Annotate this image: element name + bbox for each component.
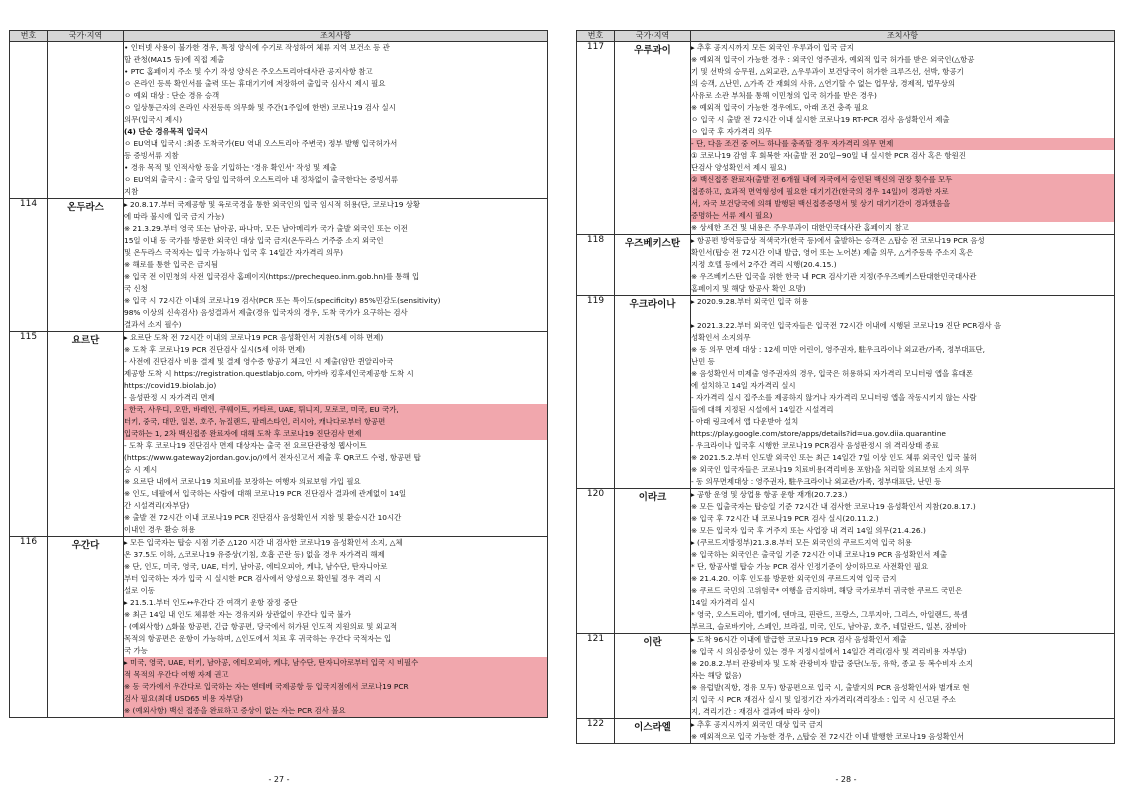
measure-line: 승 시 제시 — [124, 465, 158, 474]
measure-line: 설로 이동 — [124, 586, 155, 595]
measure-line: ※ 음성확인서 미제출 영주권자의 경우, 입국은 허용하되 자가격리 모니터링 앱을 휴대폰 — [691, 369, 973, 378]
measure-line: 부르크, 슬로바키아, 스페인, 브라질, 미국, 인도, 남아공, 호주, 네덜란드, 일본, 잠비아 — [691, 622, 967, 631]
measure-line: * 영국, 오스트리아, 벨기에, 덴마크, 핀란드, 프랑스, 그루지아, 그리스, 아일랜드, 룩셈 — [691, 610, 968, 619]
measure-line: 할 관청(MA15 등)에 직접 제출 — [124, 55, 225, 64]
measure-line: ※ 외국인 입국자들은 코로나19 치료비용(격리비용 포함)을 처리할 의료보험 소지 의무 — [691, 465, 970, 474]
table-row — [10, 537, 548, 718]
measure-line: ▸ (쿠르드지방정부)21.3.8.부터 모든 외국인의 쿠르드지역 입국 허용 — [691, 538, 912, 547]
row-number: 119 — [577, 296, 615, 489]
measure-line: - 단, 다음 조건 중 어느 하나를 충족할 경우 자가격리 의무 면제 — [691, 138, 1114, 150]
measure-line: - 동 의무면제대상 : 영주권자, 駐우크라이나 외교관/가족, 정부대표단, 난민 등 — [691, 477, 942, 486]
measure-line: - 사전에 진단검사 비용 결제 및 결제 영수증 항공기 체크인 시 제출(암만 퀸알리아국 — [124, 357, 394, 366]
measure-line: 들에 대해 지정된 시설에서 14일간 시설격리 — [691, 405, 834, 414]
header-country: 국가·지역 — [48, 31, 124, 42]
measure-line: 홈페이지 및 해당 항공사 확인 요망) — [691, 284, 806, 293]
measure-line: 국 신청 — [124, 284, 148, 293]
measure-line: - 자가격리 실시 집주소를 제공하지 않거나 자가격리 모니터링 앱을 작동시키지 않는 사람 — [691, 393, 977, 402]
row-number: 116 — [10, 537, 48, 718]
measure-line: ※ (예외사항) 백신 접종을 완료하고 증상이 없는 자는 PCR 검사 불요 — [124, 705, 547, 717]
right-measures-table — [576, 30, 1115, 744]
measure-line: - 우크라이나 입국후 시행한 코로나19 PCR검사 음성판정시 위 격리상태 종료 — [691, 441, 939, 450]
row-number: 118 — [577, 235, 615, 296]
measure-line: 간 시설격리(자부담) — [124, 501, 190, 510]
measure-line: ※ 유럽발(직항, 경유 모두) 항공편으로 입국 시, 출발지의 PCR 음성확인서와 별개로 현 — [691, 683, 970, 692]
measure-line: 기 및 선박의 승무원, △외교관, △우루과이 보건당국이 허가한 크루즈선, 선박, 항공기 — [691, 67, 964, 76]
measure-line: ※ 입국 후 72시간 내 코로나19 PCR 검사 실시(20.11.2.) — [691, 514, 879, 523]
measure-line: 14일 자가격리 실시 — [691, 598, 756, 607]
table-row — [577, 634, 1115, 719]
table-row — [577, 296, 1115, 489]
measure-line: 의 승객, △난민, △가족 간 재회의 사유, △연기할 수 없는 업무상, 경제적, 법무상의 — [691, 79, 956, 88]
measure-line: ※ 인도, 네팔에서 입국하는 사람에 대해 코로나19 PCR 진단검사 결과에 관계없이 14일 — [124, 489, 407, 498]
measure-line: ※ 도착 후 코로나19 PCR 진단검사 실시(5세 이하 면제) — [124, 345, 305, 354]
measures-cell — [124, 199, 548, 332]
measure-line: - 음성판정 시 자가격리 면제 — [124, 393, 215, 402]
measure-line: ※ 상세한 조건 및 내용은 주우루과이 대한민국대사관 홈페이지 참고 — [691, 223, 909, 232]
measure-line: 15일 이내 동 국가를 방문한 외국인 대상 입국 금지(온두라스 거주증 소지 외국인 — [124, 236, 384, 245]
measure-line: ※ 출발 전 72시간 이내 코로나19 PCR 진단검사 음성확인서 지참 및 환승시간 10시간 — [124, 513, 402, 522]
measure-line: ※ 예외적 입국이 가능한 경우 : 외국인 영주권자, 예외적 입국 허가를 받은 외국인(△항공 — [691, 55, 975, 64]
left-measures-table — [9, 30, 548, 718]
measure-line: ※ 예외적으로 입국 가능한 경우, △탑승 전 72시간 이내 발행한 코로나19 음성확인서 — [691, 732, 965, 741]
measure-line: • 인터넷 사용이 불가한 경우, 특정 양식에 수기로 작성하여 체류 지역 보건소 등 관 — [124, 43, 390, 52]
measure-line: ㅇ 예외 대상 : 단순 경유 승객 — [124, 91, 220, 100]
measure-line: * 단, 항공사별 탑승 가능 PCR 검사 인정기준이 상이하므로 사전확인 필요 — [691, 562, 929, 571]
right-table-header — [577, 31, 1115, 42]
measure-line: 및 온두라스 국적자는 입국 가능하나 입국 후 14일간 자가격리 의무) — [124, 248, 344, 257]
right-page-number: - 28 - — [835, 775, 857, 784]
country-name: 우루과이 — [615, 42, 691, 235]
measure-line: ※ 단, 인도, 미국, 영국, UAE, 터키, 남아공, 에티오피아, 케냐, 남수단, 탄자니아로 — [124, 562, 388, 571]
measure-line: ▸ 21.5.1.부터 인도↔우간다 간 여객기 운항 잠정 중단 — [124, 598, 298, 607]
measure-line: - 아래 링크에서 앱 다운받아 설치 — [691, 417, 799, 426]
measure-line: ※ 동 국가에서 우간다로 입국하는 자는 엔테베 국제공항 등 입국지점에서 코로나19 PCR — [124, 681, 547, 693]
left-table-header — [10, 31, 548, 42]
measure-line: 의무(입국시 제시) — [124, 115, 183, 124]
measures-cell — [124, 332, 548, 537]
table-row — [10, 199, 548, 332]
measure-line: 에 설치하고 14일 자가격리 실시 — [691, 381, 796, 390]
left-page-number: - 27 - — [268, 775, 290, 784]
measure-line: ▸ 공항 운영 및 상업용 항공 운항 재개(20.7.23.) — [691, 490, 848, 499]
country-name: 우간다 — [48, 537, 124, 718]
measure-line: https://play.google.com/store/apps/details?id=ua.gov.diia.quarantine — [691, 429, 946, 438]
measure-line: - (예외사항) △화물 항공편, 긴급 항공편, 당국에서 허가된 인도적 지원의료 및 외교적 — [124, 622, 398, 631]
right-page — [576, 30, 1115, 744]
measure-line: 목적의 항공편은 운항이 가능하며, △인도에서 치료 후 귀국하는 우간다 국적자는 입 — [124, 634, 392, 643]
measure-line: 결과서 소지 필수) — [124, 320, 182, 329]
measures-cell — [691, 296, 1115, 489]
measure-line: ② 백신접종 완료자(출발 전 6개월 내에 자국에서 승인된 백신의 권장 횟수를 모두 — [691, 174, 1114, 186]
measure-line: ㅇ 입국 시 출발 전 72시간 이내 실시한 코로나19 RT-PCR 검사 음성확인서 제출 — [691, 115, 950, 124]
measure-line: 지정 호텔 등에서 2주간 격리 시행(20.4.15.) — [691, 260, 837, 269]
measure-line: 성확인서 소지의무 — [691, 333, 751, 342]
row-number: 117 — [577, 42, 615, 235]
measure-line: ▸ 2021.3.22.부터 외국인 입국자들은 입국전 72시간 이내에 시행된 코로나19 진단 PCR검사 음 — [691, 321, 1002, 330]
table-row — [10, 332, 548, 537]
measure-line: 등 증빙서류 지참 — [124, 151, 179, 160]
measure-line: ▸ 항공편 방역등급상 적색국가(한국 등)에서 출발하는 승객은 △탑승 전 코로나19 PCR 음성 — [691, 236, 985, 245]
row-number: 120 — [577, 489, 615, 634]
measure-line: ※ 모든 입출국자는 탑승일 기준 72시간 내 검사한 코로나19 음성확인서 지참(20.8.17.) — [691, 502, 976, 511]
header-measures: 조치사항 — [691, 31, 1115, 42]
measure-line: ※ 동 의무 면제 대상 : 12세 미만 어린이, 영주권자, 駐우크라이나 외교관/가족, 정부대표단, — [691, 345, 986, 354]
measure-line: • PTC 홈페이지 주소 및 수기 작성 양식은 주오스트리아대사관 공지사항 참고 — [124, 67, 373, 76]
measure-line: ㅇ EU역내 입국시 :최종 도착국가(EU 역내 오스트리아 주변국) 정부 발행 입국허가서 — [124, 139, 398, 148]
country-name — [48, 42, 124, 199]
measure-line: 자는 해당 없음) — [691, 671, 742, 680]
measure-line: ▸ 미국, 영국, UAE, 터키, 남아공, 에티오피아, 케냐, 남수단, 탄자니아로부터 입국 시 비필수 — [124, 657, 547, 669]
measure-line: ① 코로나19 감염 후 회복한 자(출발 전 20일~90일 내 실시한 PCR 검사 혹은 항원진 — [691, 151, 966, 160]
measures-cell — [691, 719, 1115, 744]
measure-line: 사유로 소관 부처를 통해 이민청의 입국 허가를 받은 경우) — [691, 91, 877, 100]
measure-line: - 한국, 사우디, 오만, 바레인, 쿠웨이트, 카타르, UAE, 튀니지, 모로코, 미국, EU 국가, — [124, 404, 547, 416]
measures-cell — [691, 42, 1115, 235]
measure-line: ※ 요르단 내에서 코로나19 치료비를 보장하는 여행자 의료보험 가입 필요 — [124, 477, 361, 486]
measure-line: (4) 단순 경유목적 입국시 — [124, 127, 208, 136]
measure-line: ※ 해로를 통한 입국은 금지됨 — [124, 260, 219, 269]
measure-line: ㅇ EU역외 출국시 : 출국 당일 입국하여 오스트리아 내 정차없이 출국한다는 증빙서류 — [124, 175, 399, 184]
table-row — [10, 42, 548, 199]
row-number: 115 — [10, 332, 48, 537]
measure-line: ※ 우즈베키스탄 입국을 위한 한국 내 PCR 검사기관 지정(주우즈베키스탄대한민국대사관 — [691, 272, 977, 281]
measures-cell — [124, 537, 548, 718]
measure-line: 접종하고, 효과적 면역형성에 필요한 대기기간(한국의 경우 14일)이 경과한 자로 — [691, 186, 1114, 198]
measure-line: ※ 21.4.20. 이후 인도를 방문한 외국인의 쿠르드지역 입국 금지 — [691, 574, 897, 583]
country-name: 이스라엘 — [615, 719, 691, 744]
table-row — [577, 235, 1115, 296]
measure-line: - 도착 후 코로나19 진단검사 면제 대상자는 출국 전 요르단관광청 웹사이트 — [124, 441, 367, 450]
measure-line: ※ 쿠르드 국민의 고위험국* 여행을 금지하며, 해당 국가로부터 귀국한 쿠르드 국민은 — [691, 586, 963, 595]
measure-line: 터키, 중국, 대만, 일본, 호주, 뉴질랜드, 팔레스타인, 러시아, 캐나다로부터 항공편 — [124, 416, 547, 428]
measure-line: 에 따라 불시에 입국 금지 가능) — [124, 212, 225, 221]
measure-line: 이내인 경우 환승 허용 — [124, 525, 196, 534]
measure-line: ▸ 2020.9.28.부터 외국인 입국 허용 — [691, 297, 809, 306]
measure-line: 적 목적의 우간다 여행 자제 권고 — [124, 669, 547, 681]
measure-line: 온 37.5도 이하, △코로나19 유증상(기침, 호흡 곤란 등) 없을 경우 자가격리 해제 — [124, 550, 385, 559]
measure-line: ㅇ 입국 후 자가격리 의무 — [691, 127, 772, 136]
measure-line: ▸ 도착 96시간 이내에 발급한 코로나19 PCR 검사 음성확인서 제출 — [691, 635, 907, 644]
header-num: 번호 — [10, 31, 48, 42]
measure-line: 98% 이상의 신속검사) 음성결과서 제출(경유 입국자의 경우, 도착 국가가 요구하는 검사 — [124, 308, 408, 317]
measure-line: ※ 입국 전 이민청의 사전 입국검사 홈페이지(https://prechequeo.inm.gob.hn)를 통해 입 — [124, 272, 420, 281]
row-number: 114 — [10, 199, 48, 332]
measure-line: ※ 최근 14일 내 인도 체류한 자는 경유지와 상관없이 우간다 입국 불가 — [124, 610, 352, 619]
table-row — [577, 489, 1115, 634]
measure-line: 부터 입국하는 자가 입국 시 실시한 PCR 검사에서 양성으로 확인될 경우 격리 시 — [124, 574, 382, 583]
country-name: 우즈베키스탄 — [615, 235, 691, 296]
measure-line: ▸ 요르단 도착 전 72시간 이내의 코로나19 PCR 음성확인서 지참(5세 이하 면제) — [124, 333, 384, 342]
measure-line — [691, 308, 1114, 320]
header-num: 번호 — [577, 31, 615, 42]
measure-line: 국 가능 — [124, 646, 148, 655]
measure-line: ㅇ 온라인 등록 확인서를 출력 또는 휴대기기에 저장하여 출입국 심사시 제시 필요 — [124, 79, 386, 88]
measure-line: ㅇ 일상통근자의 온라인 사전등록 의무화 및 주간(1주일에 한번) 코로나19 검사 실시 — [124, 103, 396, 112]
measure-line: ※ 모든 입국자 입국 후 거주지 또는 사업장 내 격리 14일 의무(21.4.26.) — [691, 526, 926, 535]
measure-line: ▸ 20.8.17.부터 국제공항 및 육로국경을 통한 외국인의 입국 임시적 허용(단, 코로나19 상황 — [124, 200, 421, 209]
header-measures: 조치사항 — [124, 31, 548, 42]
measure-line: ※ 입국하는 외국인은 출국일 기준 72시간 이내 코로나19 PCR 음성확인서 제출 — [691, 550, 948, 559]
measure-line: ▸ 모든 입국자는 탑승 시점 기준 △120 시간 내 검사한 코로나19 음성확인서 소지, △체 — [124, 538, 403, 547]
measure-line: 확인서(탑승 전 72시간 이내 발급, 영어 또는 노어본) 제출 의무, △거주등록 주소지 혹은 — [691, 248, 974, 257]
measures-cell — [691, 235, 1115, 296]
row-number: 122 — [577, 719, 615, 744]
measure-line: ※ 예외적 입국이 가능한 경우에도, 아래 조건 충족 필요 — [691, 103, 869, 112]
measure-line: ※ 2021.5.2.부터 인도발 외국인 또는 최근 14일간 7일 이상 인도 체류 외국인 입국 불허 — [691, 453, 978, 462]
row-number: 121 — [577, 634, 615, 719]
measure-line: 증명하는 서류 제시 필요) — [691, 210, 1114, 222]
country-name: 요르단 — [48, 332, 124, 537]
measure-line: ※ 입국 시 의심증상이 있는 경우 지정시설에서 14일간 격리(검사 및 격리비용 자부담) — [691, 647, 967, 656]
country-name: 온두라스 — [48, 199, 124, 332]
measures-cell — [124, 42, 548, 199]
measure-line: ▸ 추후 공지시까지 외국인 대상 입국 금지 — [691, 720, 824, 729]
measure-line: 지 입국 시 PCR 재검사 실시 및 일정기간 자가격리(격리장소 : 입국 시 신고된 주소 — [691, 695, 956, 704]
row-number — [10, 42, 48, 199]
measure-line: • 경유 목적 및 인적사항 등을 기입하는 '경유 확인서' 작성 및 제출 — [124, 163, 337, 172]
measure-line: 서, 자국 보건당국에 의해 발행된 백신접종증명서 및 상기 대기기간이 경과했음을 — [691, 198, 1114, 210]
measure-line: ▸ 추후 공지시까지 모든 외국인 우루과이 입국 금지 — [691, 43, 854, 52]
measure-line: 난민 등 — [691, 357, 715, 366]
table-row — [577, 42, 1115, 235]
measure-line: ※ 입국 시 72시간 이내의 코로나19 검사(PCR 또는 특이도(specificity) 85%민감도(sensitivity) — [124, 296, 441, 305]
measures-cell — [691, 489, 1115, 634]
measure-line: 단검사 양성확인서 제시 필요) — [691, 163, 787, 172]
country-name: 이란 — [615, 634, 691, 719]
table-row — [577, 719, 1115, 744]
measure-line: 지참 — [124, 187, 139, 196]
measure-line: 지, 격리기간 : 재검사 결과에 따라 상이) — [691, 707, 820, 716]
measure-line: ※ 21.3.29.부터 영국 또는 남아공, 파나마, 모든 남아메리카 국가 출발 외국인 또는 이전 — [124, 224, 408, 233]
measure-line: 검사 필요(최대 USD65 비용 자부담) — [124, 693, 547, 705]
measure-line: ※ 20.8.2.부터 관광비자 및 도착 관광비자 발급 중단(노동, 유학, 종교 등 복수비자 소지 — [691, 659, 974, 668]
left-page — [9, 30, 548, 718]
country-name: 우크라이나 — [615, 296, 691, 489]
measure-line: (https://www.gateway2jordan.gov.jo/)에서 전자신고서 제출 후 QR코드 수령, 항공편 탑 — [124, 453, 421, 462]
measure-line: https://covid19.biolab.jo) — [124, 381, 217, 390]
country-name: 이라크 — [615, 489, 691, 634]
header-country: 국가·지역 — [615, 31, 691, 42]
measures-cell — [691, 634, 1115, 719]
measure-line: 입국하는 1, 2차 백신접종 완료자에 대해 도착 후 코로나19 진단검사 면제 — [124, 428, 547, 440]
measure-line: 제공항 도착 시 https://registration.questlabjo.com, 아카바 킹후세인국제공항 도착 시 — [124, 369, 414, 378]
